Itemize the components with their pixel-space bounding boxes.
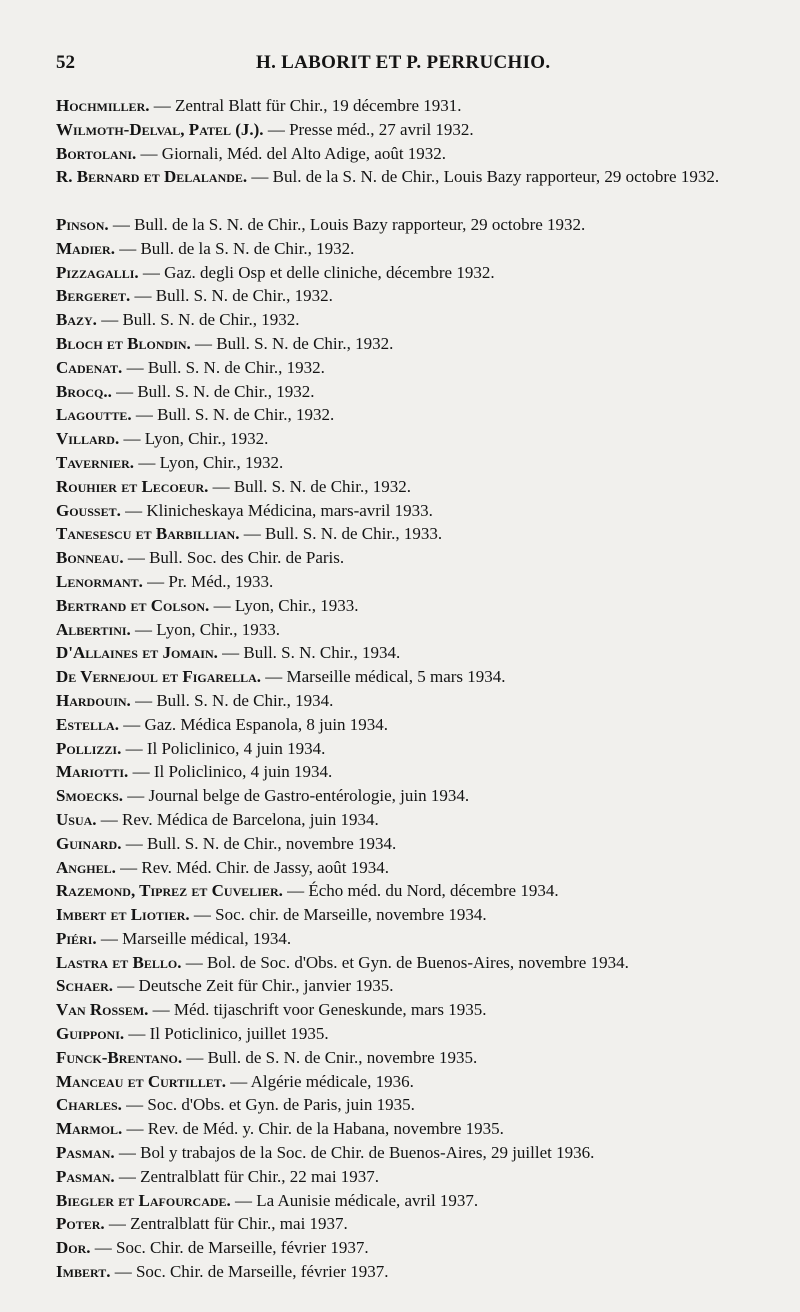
entry-author: Bazy.	[56, 310, 97, 330]
entry-author: Razemond, Tiprez et Cuvelier.	[56, 881, 283, 901]
entry-author: Lastra et Bello.	[56, 952, 182, 972]
bibliography-entry	[56, 475, 776, 499]
entry-citation: — Lyon, Chir., 1932.	[123, 429, 269, 449]
entry-citation: — Bull. S. N. de Chir., 1933.	[243, 524, 443, 544]
entry-citation: — Presse méd., 27 avril 1932.	[267, 119, 474, 139]
entry-citation: — Bull. S. N. de Chir., 1932.	[195, 333, 394, 353]
entry-author: Smoecks.	[56, 786, 124, 806]
entry-author: Tavernier.	[56, 452, 135, 472]
entry-author: D'Allaines et Jomain.	[56, 643, 218, 663]
entry-author: Bergeret.	[56, 286, 131, 306]
entry-author: Albertini.	[56, 619, 131, 639]
bibliography-entry	[56, 618, 776, 642]
entry-citation: — Rev. de Méd. y. Chir. de la Habana, novembre 1935.	[126, 1119, 504, 1139]
bibliography-entry	[56, 499, 776, 523]
bibliography-entry	[56, 665, 776, 689]
bibliography-entry	[56, 974, 776, 998]
entry-citation: — Il Policlinico, 4 juin 1934.	[132, 762, 333, 782]
bibliography-entry	[56, 1022, 776, 1046]
bibliography-entry	[56, 451, 776, 475]
entry-author: Pizzagalli.	[56, 262, 139, 282]
entry-citation: — Bul. de la S. N. de Chir., Louis Bazy rapporteur, 29 octobre 1932.	[251, 167, 720, 187]
entry-author: Brocq..	[56, 381, 112, 401]
entry-citation: — La Aunisie médicale, avril 1937.	[235, 1190, 479, 1210]
entry-citation: — Soc. chir. de Marseille, novembre 1934.	[193, 905, 487, 925]
entry-author: Bortolani.	[56, 143, 137, 163]
entry-citation: — Giornali, Méd. del Alto Adige, août 1932.	[140, 143, 447, 163]
bibliography-entry	[56, 1046, 776, 1070]
bibliography-entry	[56, 1141, 776, 1165]
bibliography-entry	[56, 1236, 776, 1260]
entry-author: Biegler et Lafourcade.	[56, 1190, 231, 1210]
entry-citation: — Zentral Blatt für Chir., 19 décembre 1931.	[153, 96, 462, 115]
bibliography-entry	[56, 951, 776, 975]
entry-author: Hochmiller.	[56, 96, 150, 115]
entry-citation: — Bull. de la S. N. de Chir., 1932.	[119, 238, 355, 258]
entry-author: Mariotti.	[56, 762, 129, 782]
entry-citation: — Bull. S. N. de Chir., 1932.	[135, 405, 335, 425]
entry-citation: — Bull. de S. N. de Cnir., novembre 1935.	[186, 1047, 478, 1067]
bibliography-entry	[56, 94, 776, 118]
entry-author: Bonneau.	[56, 548, 124, 568]
bibliography-entry	[56, 261, 776, 285]
entry-author: Dor.	[56, 1238, 91, 1258]
entry-author: Villard.	[56, 429, 120, 449]
entry-author: Madier.	[56, 238, 115, 258]
bibliography-entry	[56, 689, 776, 713]
bibliography-entry	[56, 713, 776, 737]
entry-citation: — Deutsche Zeit für Chir., janvier 1935.	[117, 976, 394, 996]
entry-author: Schaer.	[56, 976, 114, 996]
bibliography-entry	[56, 737, 776, 761]
entry-author: Manceau et Curtillet.	[56, 1071, 227, 1091]
entry-author: Funck-Brentano.	[56, 1047, 183, 1067]
bibliography-entry	[56, 832, 776, 856]
entry-citation: — Rev. Méd. Chir. de Jassy, août 1934.	[120, 857, 389, 877]
entry-citation: — Bull. de la S. N. de Chir., Louis Bazy rapporteur, 29 octobre 1932.	[112, 214, 586, 234]
entry-citation: — Lyon, Chir., 1933.	[135, 619, 281, 639]
entry-author: Tanesescu et Barbillian.	[56, 524, 240, 544]
entry-author: De Vernejoul et Figarella.	[56, 667, 261, 687]
bibliography-list	[56, 94, 776, 1284]
entry-citation: — Bull. S. N. Chir., 1934.	[222, 643, 401, 663]
entry-citation: — Soc. Chir. de Marseille, février 1937.	[94, 1238, 369, 1258]
bibliography-entry	[56, 546, 776, 570]
entry-author: Rouhier et Lecoeur.	[56, 476, 209, 496]
entry-citation: — Zentralblatt für Chir., 22 mai 1937.	[118, 1166, 380, 1186]
bibliography-entry	[56, 427, 776, 451]
entry-citation: — Bull. S. N. de Chir., 1932.	[101, 310, 300, 330]
bibliography-entry	[56, 570, 776, 594]
bibliography-entry	[56, 1189, 776, 1213]
bibliography-entry	[56, 784, 776, 808]
bibliography-entry	[56, 142, 776, 166]
entry-citation: — Bull. Soc. des Chir. de Paris.	[127, 548, 345, 568]
entry-author: Bertrand et Colson.	[56, 595, 210, 615]
entry-citation: — Bull. S. N. de Chir., 1932.	[126, 357, 325, 377]
entry-author: Hardouin.	[56, 690, 131, 710]
entry-author: Imbert et Liotier.	[56, 905, 190, 925]
entry-author: Imbert.	[56, 1262, 111, 1282]
entry-citation: — Écho méd. du Nord, décembre 1934.	[287, 881, 559, 901]
entry-citation: — Marseille médical, 1934.	[100, 928, 292, 948]
entry-author: Pasman.	[56, 1166, 115, 1186]
entry-citation: — Bull. S. N. de Chir., 1932.	[212, 476, 411, 496]
bibliography-entry	[56, 998, 776, 1022]
bibliography-entry	[56, 1093, 776, 1117]
bibliography-entry	[56, 165, 776, 213]
entry-author: Piéri.	[56, 928, 97, 948]
entry-author: Pollizzi.	[56, 738, 122, 758]
bibliography-entry	[56, 237, 776, 261]
page-header	[56, 52, 756, 78]
entry-citation: — Zentralblatt für Chir., mai 1937.	[108, 1214, 348, 1234]
entry-author: Van Rossem.	[56, 1000, 149, 1020]
entry-author: Guipponi.	[56, 1024, 125, 1044]
bibliography-entry	[56, 927, 776, 951]
entry-author: Marmol.	[56, 1119, 123, 1139]
entry-author: Usua.	[56, 809, 97, 829]
bibliography-entry	[56, 856, 776, 880]
entry-author: Poter.	[56, 1214, 105, 1234]
entry-author: Wilmoth-Delval, Patel (J.).	[56, 119, 264, 139]
entry-citation: — Soc. d'Obs. et Gyn. de Paris, juin 1935.	[126, 1095, 415, 1115]
bibliography-entry	[56, 903, 776, 927]
entry-author: Guinard.	[56, 833, 122, 853]
entry-citation: — Gaz. degli Osp et delle cliniche, décembre 1932.	[142, 262, 495, 282]
entry-citation: — Lyon, Chir., 1933.	[213, 595, 359, 615]
bibliography-entry	[56, 1212, 776, 1236]
entry-citation: — Bull. S. N. de Chir., 1932.	[134, 286, 333, 306]
bibliography-entry	[56, 332, 776, 356]
bibliography-entry	[56, 641, 776, 665]
entry-author: Anghel.	[56, 857, 116, 877]
bibliography-entry	[56, 308, 776, 332]
bibliography-entry	[56, 760, 776, 784]
entry-author: Pasman.	[56, 1143, 115, 1163]
entry-citation: — Lyon, Chir., 1932.	[138, 452, 284, 472]
running-head: H. LABORIT ET P. PERRUCHIO.	[256, 52, 551, 73]
entry-citation: — Bol. de Soc. d'Obs. et Gyn. de Buenos-Aires, novembre 1934.	[185, 952, 629, 972]
entry-citation: — Méd. tijaschrift voor Geneskunde, mars 1935.	[152, 1000, 487, 1020]
entry-citation: — Bol y trabajos de la Soc. de Chir. de Buenos-Aires, 29 juillet 1936.	[118, 1143, 595, 1163]
entry-author: Pinson.	[56, 214, 109, 234]
bibliography-entry	[56, 1117, 776, 1141]
entry-citation: — Algérie médicale, 1936.	[230, 1071, 414, 1091]
entry-citation: — Marseille médical, 5 mars 1934.	[265, 667, 506, 687]
bibliography-entry	[56, 356, 776, 380]
entry-citation: — Rev. Médica de Barcelona, juin 1934.	[100, 809, 379, 829]
entry-author: Charles.	[56, 1095, 122, 1115]
entry-citation: — Bull. S. N. de Chir., 1934.	[135, 690, 334, 710]
entry-citation: — Il Policlinico, 4 juin 1934.	[125, 738, 326, 758]
entry-citation: — Klinicheskaya Médicina, mars-avril 1933.	[125, 500, 433, 520]
bibliography-entry	[56, 1260, 776, 1284]
bibliography-entry	[56, 284, 776, 308]
bibliography-entry	[56, 403, 776, 427]
bibliography-entry	[56, 118, 776, 142]
entry-citation: — Il Poticlinico, juillet 1935.	[128, 1024, 329, 1044]
bibliography-entry	[56, 380, 776, 404]
entry-citation: — Soc. Chir. de Marseille, février 1937.	[114, 1262, 389, 1282]
bibliography-entry	[56, 522, 776, 546]
bibliography-entry	[56, 808, 776, 832]
entry-author: Estella.	[56, 714, 119, 734]
entry-citation: — Bull. S. N. de Chir., 1932.	[116, 381, 315, 401]
bibliography-entry	[56, 1165, 776, 1189]
entry-citation: — Journal belge de Gastro-entérologie, juin 1934.	[127, 786, 470, 806]
bibliography-entry	[56, 594, 776, 618]
entry-citation: — Gaz. Médica Espanola, 8 juin 1934.	[123, 714, 389, 734]
entry-author: Gousset.	[56, 500, 121, 520]
entry-author: Lagoutte.	[56, 405, 132, 425]
bibliography-entry	[56, 1070, 776, 1094]
entry-author: Lenormant.	[56, 571, 143, 591]
entry-citation: — Bull. S. N. de Chir., novembre 1934.	[125, 833, 397, 853]
entry-author: Bloch et Blondin.	[56, 333, 191, 353]
entry-author: R. Bernard et Delalande.	[56, 167, 248, 187]
entry-citation: — Pr. Méd., 1933.	[147, 571, 274, 591]
bibliography-entry	[56, 879, 776, 903]
bibliography-entry	[56, 213, 776, 237]
entry-author: Cadenat.	[56, 357, 123, 377]
page-number: 52	[56, 52, 75, 73]
